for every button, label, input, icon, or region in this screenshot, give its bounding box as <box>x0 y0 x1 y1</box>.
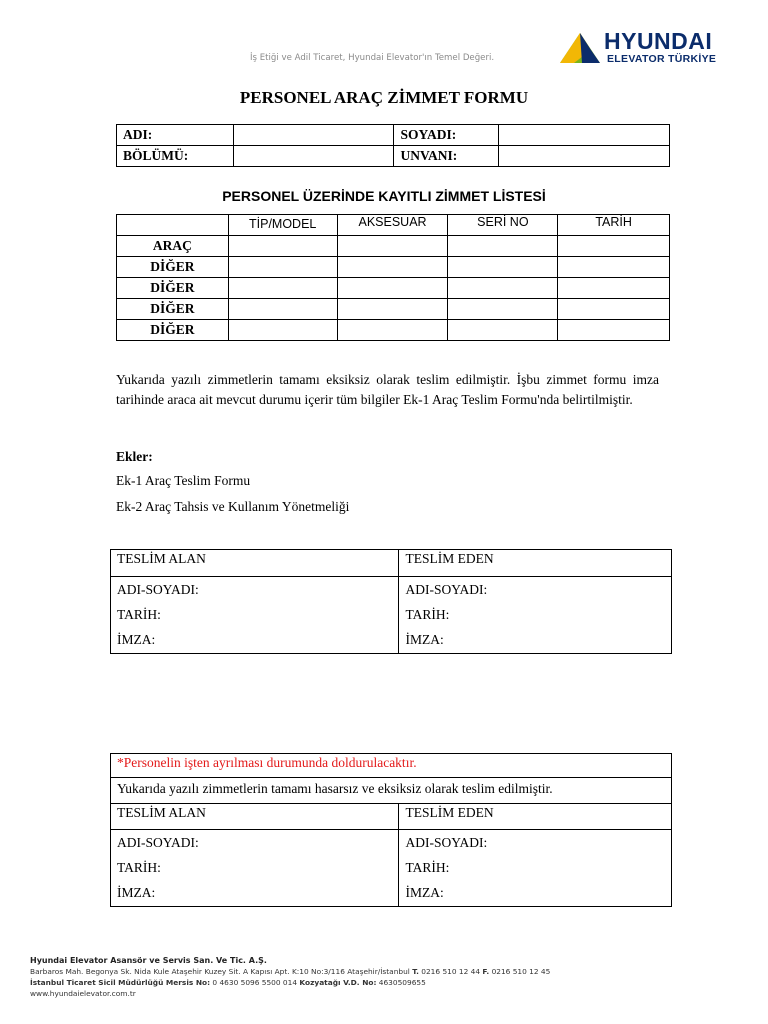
assignment-list-title: PERSONEL ÜZERİNDE KAYITLI ZİMMET LİSTESİ <box>222 188 546 204</box>
footer-phone-label: T. <box>412 967 419 976</box>
header-tagline <box>250 53 494 63</box>
table-cell[interactable] <box>558 278 670 299</box>
footer-phone: 0216 510 12 44 <box>421 967 481 976</box>
row-label: ARAÇ <box>117 236 229 257</box>
assignment-row <box>117 278 670 299</box>
termination-receiver-date-label: TARİH: <box>117 860 161 875</box>
table-cell[interactable] <box>448 299 558 320</box>
footer-fax: 0216 510 12 45 <box>491 967 551 976</box>
row-label: DİĞER <box>117 257 229 278</box>
logo-sub-text: ELEVATOR TÜRKİYE <box>607 53 717 65</box>
receiver-name-label: ADI-SOYADI: <box>117 582 199 597</box>
termination-receiver-signature-label: İMZA: <box>117 885 156 900</box>
termination-body-row <box>111 830 672 907</box>
column-header <box>117 215 229 236</box>
personal-info-row <box>117 125 670 146</box>
row-label: DİĞER <box>117 320 229 341</box>
termination-deliverer-header: TESLİM EDEN <box>399 804 672 830</box>
footer-registry-label: İstanbul Ticaret Sicil Müdürlüğü Mersis No: <box>30 978 211 987</box>
department-label: BÖLÜMÜ: <box>117 146 234 167</box>
receiver-header: TESLİM ALAN <box>111 550 399 577</box>
table-cell[interactable] <box>558 236 670 257</box>
table-cell[interactable] <box>228 236 337 257</box>
column-header: SERİ NO <box>448 215 558 236</box>
assignment-row <box>117 257 670 278</box>
table-cell[interactable] <box>337 299 448 320</box>
column-header: TARİH <box>558 215 670 236</box>
termination-deliverer-signature-label: İMZA: <box>405 885 444 900</box>
table-cell[interactable] <box>558 299 670 320</box>
termination-deliverer-date-label: TARİH: <box>405 860 450 875</box>
table-cell[interactable] <box>337 278 448 299</box>
page-title: PERSONEL ARAÇ ZİMMET FORMU <box>239 88 529 107</box>
assignment-row <box>117 236 670 257</box>
termination-receiver-name-label: ADI-SOYADI: <box>117 835 199 850</box>
table-cell[interactable] <box>448 236 558 257</box>
deliverer-date-label: TARİH: <box>405 607 450 622</box>
hyundai-logo <box>560 30 730 66</box>
footer-registry: 0 4630 5096 5500 014 <box>212 978 298 987</box>
receiver-signature-label: İMZA: <box>117 632 156 647</box>
footer-company: Hyundai Elevator Asansör ve Servis San. Ve Tic. A.Ş. <box>30 956 267 965</box>
table-cell[interactable] <box>337 257 448 278</box>
tagline-rest: Hyundai Elevator'ın Temel Değeri. <box>345 53 495 63</box>
table-cell[interactable] <box>228 320 337 341</box>
termination-deliverer-name-label: ADI-SOYADI: <box>405 835 488 850</box>
logo-main-text: HYUNDAI <box>604 28 713 54</box>
surname-label: SOYADI: <box>394 125 499 146</box>
handover-header-row <box>111 550 672 577</box>
attachment-item: Ek-2 Araç Tahsis ve Kullanım Yönetmeliği <box>116 499 350 514</box>
table-cell[interactable] <box>448 320 558 341</box>
personal-info-table <box>116 124 670 167</box>
table-cell[interactable] <box>228 257 337 278</box>
receiver-signature-block[interactable] <box>111 577 399 654</box>
termination-note-row <box>111 754 672 778</box>
receiver-date-label: TARİH: <box>117 607 161 622</box>
attachment-item: Ek-1 Araç Teslim Formu <box>116 473 251 488</box>
deliverer-signature-block[interactable] <box>399 577 672 654</box>
termination-deliverer-block[interactable] <box>399 830 672 907</box>
termination-statement-row <box>111 778 672 804</box>
footer-tax-label: Kozyatağı V.D. No: <box>299 978 377 987</box>
termination-table <box>110 753 672 907</box>
statement-paragraph: Yukarıda yazılı zimmetlerin tamamı eksiksiz olarak teslim edilmiştir. İşbu zimmet formu imza tarihinde araca ait mevcut durumu içerir tüm bilgiler Ek-1 Araç Teslim Formu'nda belirtilmiştir. <box>116 372 659 407</box>
surname-field[interactable] <box>499 125 670 146</box>
assignment-header-row <box>117 215 670 236</box>
deliverer-signature-label: İMZA: <box>405 632 444 647</box>
handover-table <box>110 549 672 654</box>
department-field[interactable] <box>233 146 394 167</box>
attachments-label: Ekler: <box>116 449 153 464</box>
deliverer-header: TESLİM EDEN <box>399 550 672 577</box>
row-label: DİĞER <box>117 278 229 299</box>
row-label: DİĞER <box>117 299 229 320</box>
footer-registry-line <box>30 977 550 988</box>
termination-receiver-block[interactable] <box>111 830 399 907</box>
column-header: TİP/MODEL <box>228 215 337 236</box>
assignment-row <box>117 299 670 320</box>
table-cell[interactable] <box>337 236 448 257</box>
footer-website[interactable]: www.hyundaielevator.com.tr <box>30 989 136 998</box>
termination-header-row <box>111 804 672 830</box>
personal-info-row <box>117 146 670 167</box>
footer <box>30 955 550 999</box>
footer-address: Barbaros Mah. Begonya Sk. Nida Kule Ataşehir Kuzey Sit. A Kapısı Apt. K:10 No:3/116 Ataşehir/İstanbul <box>30 967 410 976</box>
table-cell[interactable] <box>558 257 670 278</box>
table-cell[interactable] <box>558 320 670 341</box>
handover-body-row <box>111 577 672 654</box>
column-header: AKSESUAR <box>337 215 448 236</box>
footer-tax: 4630509655 <box>378 978 426 987</box>
name-field[interactable] <box>233 125 394 146</box>
termination-receiver-header: TESLİM ALAN <box>111 804 399 830</box>
table-cell[interactable] <box>337 320 448 341</box>
termination-statement: Yukarıda yazılı zimmetlerin tamamı hasarsız ve eksiksiz olarak teslim edilmiştir. <box>111 778 672 804</box>
table-cell[interactable] <box>448 257 558 278</box>
footer-address-line <box>30 966 550 977</box>
job-title-label: UNVANI: <box>394 146 499 167</box>
name-label: ADI: <box>117 125 234 146</box>
job-title-field[interactable] <box>499 146 670 167</box>
assignment-row <box>117 320 670 341</box>
assignment-table <box>116 214 670 341</box>
table-cell[interactable] <box>228 278 337 299</box>
termination-note: *Personelin işten ayrılması durumunda doldurulacaktır. <box>111 754 672 778</box>
table-cell[interactable] <box>448 278 558 299</box>
table-cell[interactable] <box>228 299 337 320</box>
tagline-bold: İş Etiği ve Adil Ticaret, <box>250 53 346 63</box>
deliverer-name-label: ADI-SOYADI: <box>405 582 488 597</box>
hyundai-triangle-icon <box>560 30 604 66</box>
footer-fax-label: F. <box>482 967 490 976</box>
